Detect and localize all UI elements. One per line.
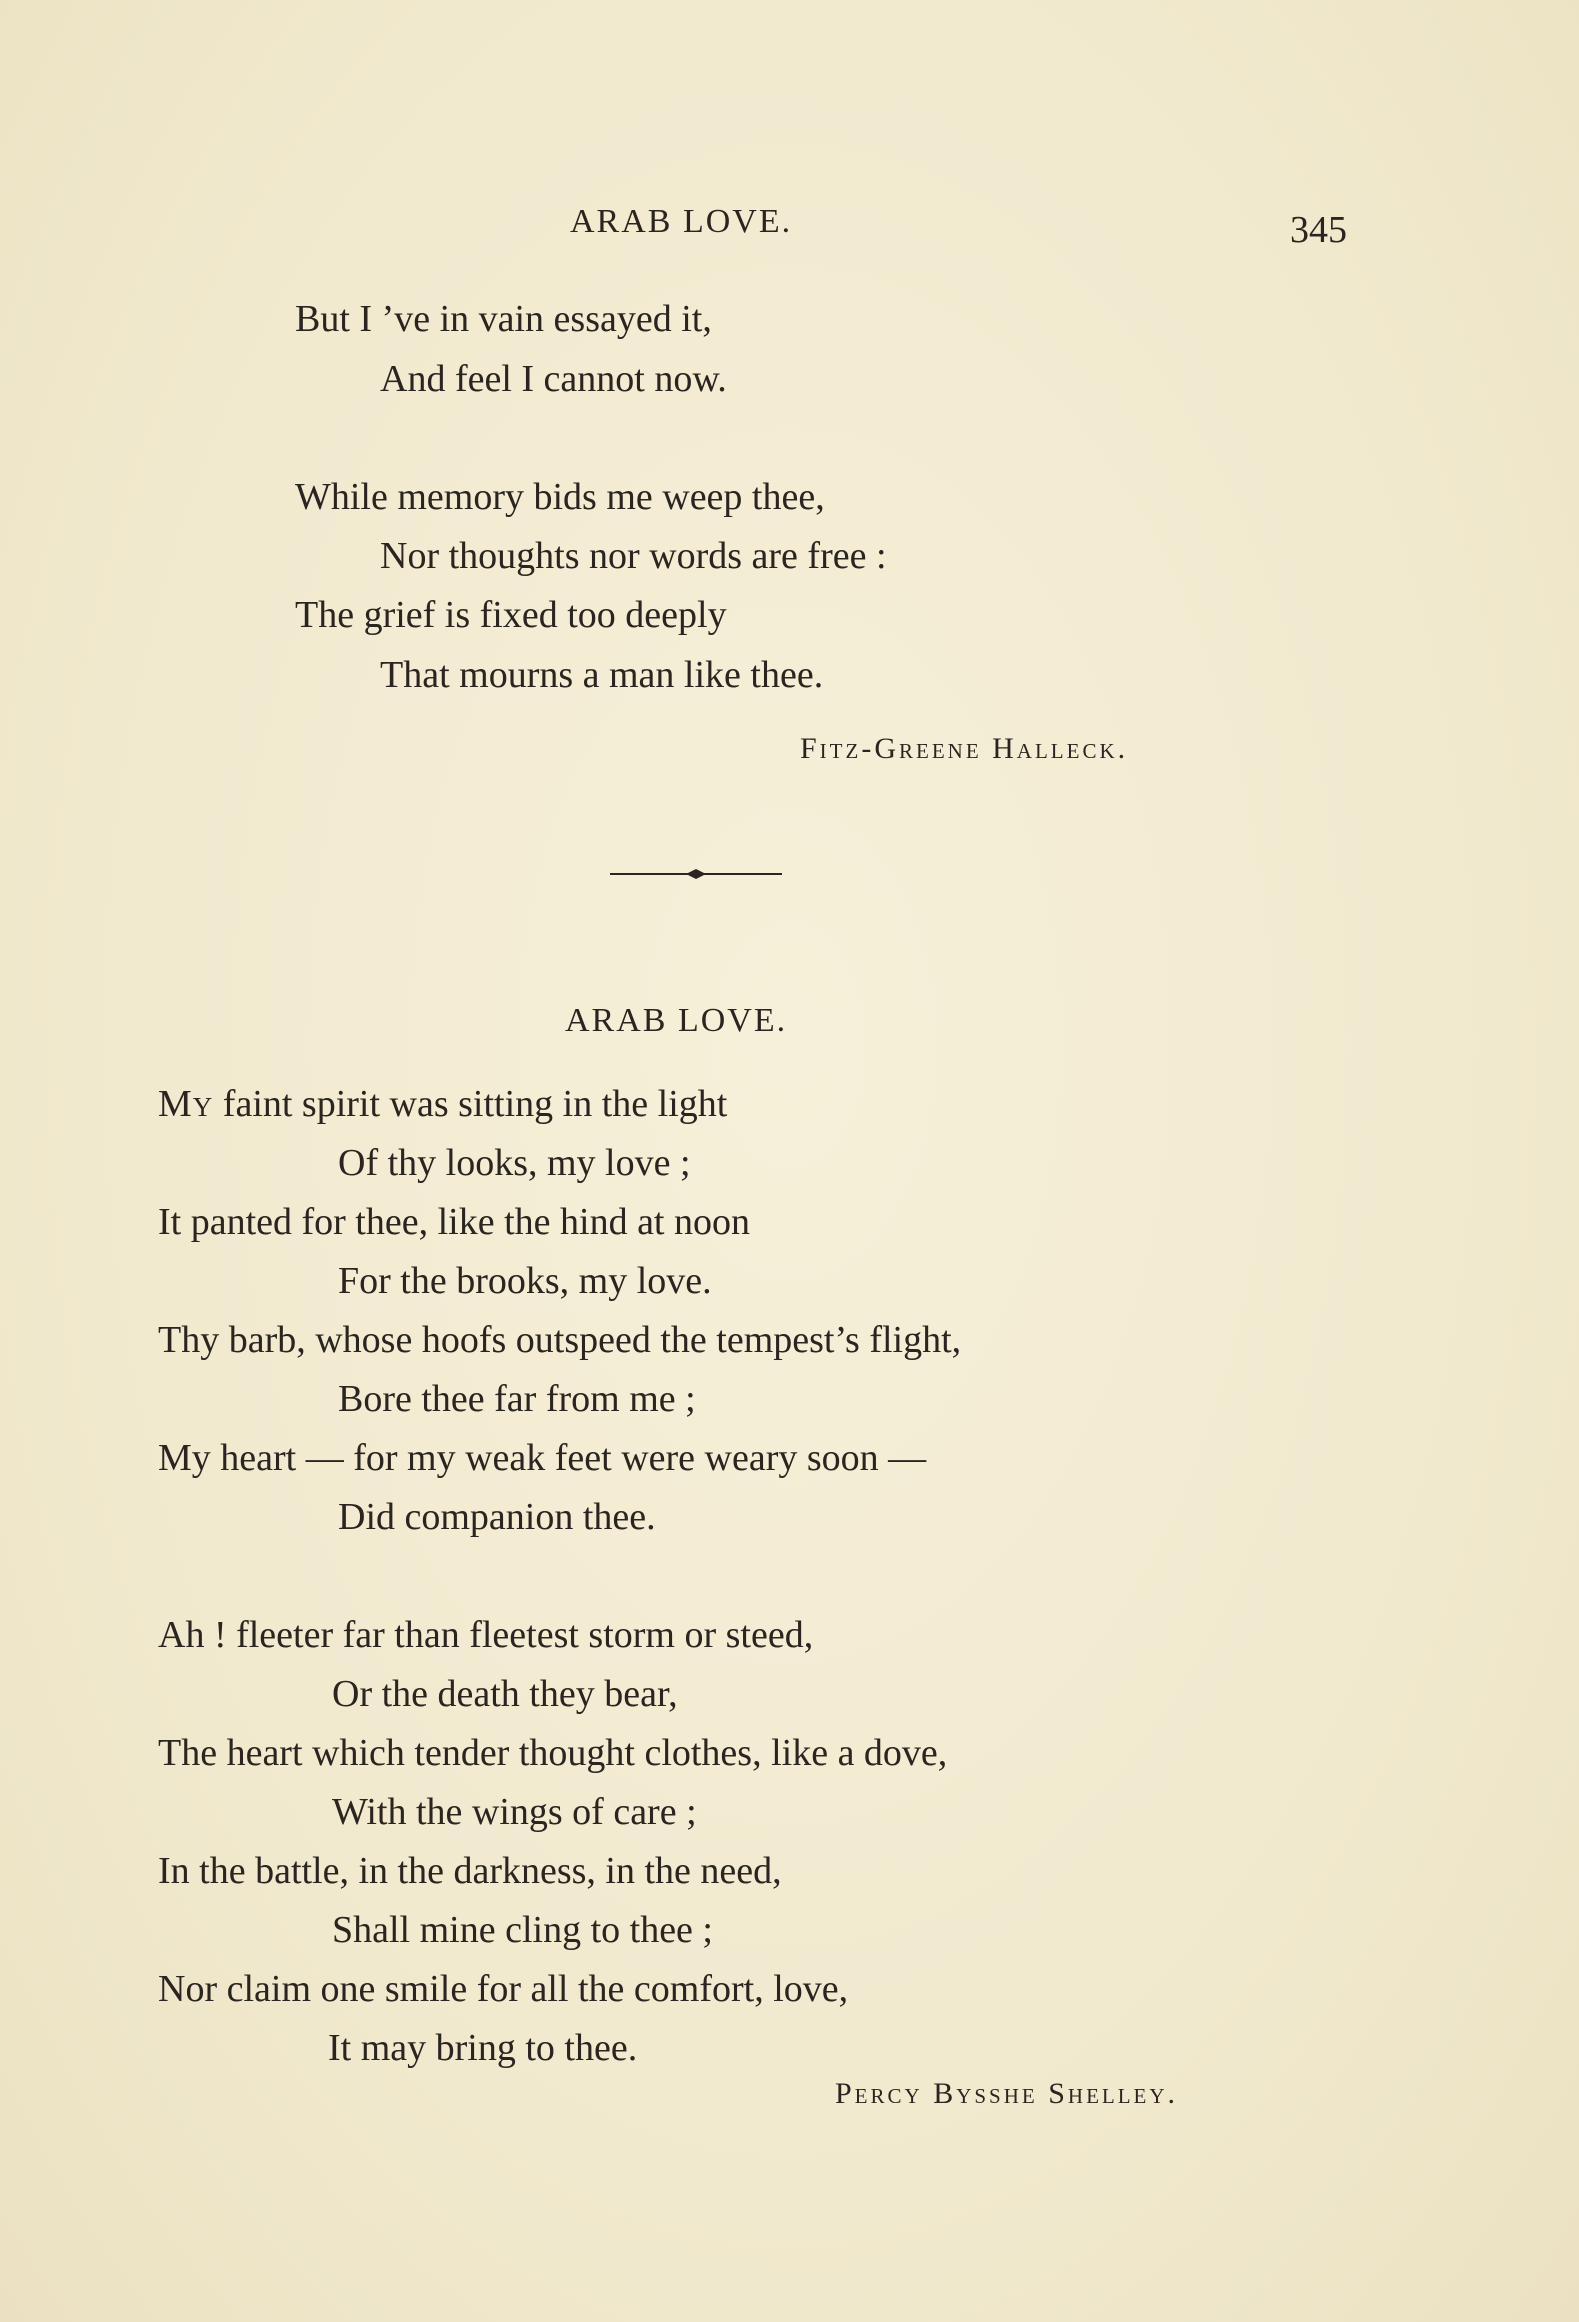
- poem-line: Bore thee far from me ;: [338, 1378, 696, 1420]
- poem-title: ARAB LOVE.: [565, 1002, 788, 1039]
- running-title: ARAB LOVE.: [570, 203, 793, 240]
- poem-line: It panted for thee, like the hind at noon: [158, 1201, 750, 1243]
- poem-line: While memory bids me weep thee,: [295, 476, 825, 518]
- poem-line: My heart — for my weak feet were weary soon —: [158, 1437, 927, 1479]
- poem-line: In the battle, in the darkness, in the need,: [158, 1850, 782, 1892]
- poem-author: Percy Bysshe Shelley.: [835, 2077, 1179, 2110]
- previous-poem-author: Fitz-Greene Halleck.: [800, 732, 1129, 765]
- first-line-rest: faint spirit was sitting in the light: [213, 1083, 728, 1125]
- poem-line: Of thy looks, my love ;: [338, 1142, 691, 1184]
- poem-line: And feel I cannot now.: [380, 358, 727, 400]
- poem-line: With the wings of care ;: [332, 1791, 697, 1833]
- poem-line-first: [158, 1085, 727, 1123]
- poem-line: Thy barb, whose hoofs outspeed the tempest’s flight,: [158, 1319, 962, 1361]
- poem-line: Nor claim one smile for all the comfort, love,: [158, 1968, 849, 2010]
- poem-line: Shall mine cling to thee ;: [332, 1909, 713, 1951]
- poem-line: That mourns a man like thee.: [380, 654, 824, 696]
- poem-line: The heart which tender thought clothes, like a dove,: [158, 1732, 948, 1774]
- poem-line: But I ’ve in vain essayed it,: [295, 298, 712, 340]
- divider-ornament: [610, 868, 782, 880]
- poem-line: Nor thoughts nor words are free :: [380, 535, 887, 577]
- first-word: My: [158, 1083, 214, 1125]
- page-number: 345: [1290, 209, 1347, 251]
- poem-line: Or the death they bear,: [332, 1673, 678, 1715]
- poem-line: Ah ! fleeter far than fleetest storm or steed,: [158, 1614, 814, 1656]
- poem-line: Did companion thee.: [338, 1496, 656, 1538]
- poem-line: The grief is fixed too deeply: [295, 594, 727, 636]
- poem-line: For the brooks, my love.: [338, 1260, 712, 1302]
- poem-line: It may bring to thee.: [328, 2027, 638, 2069]
